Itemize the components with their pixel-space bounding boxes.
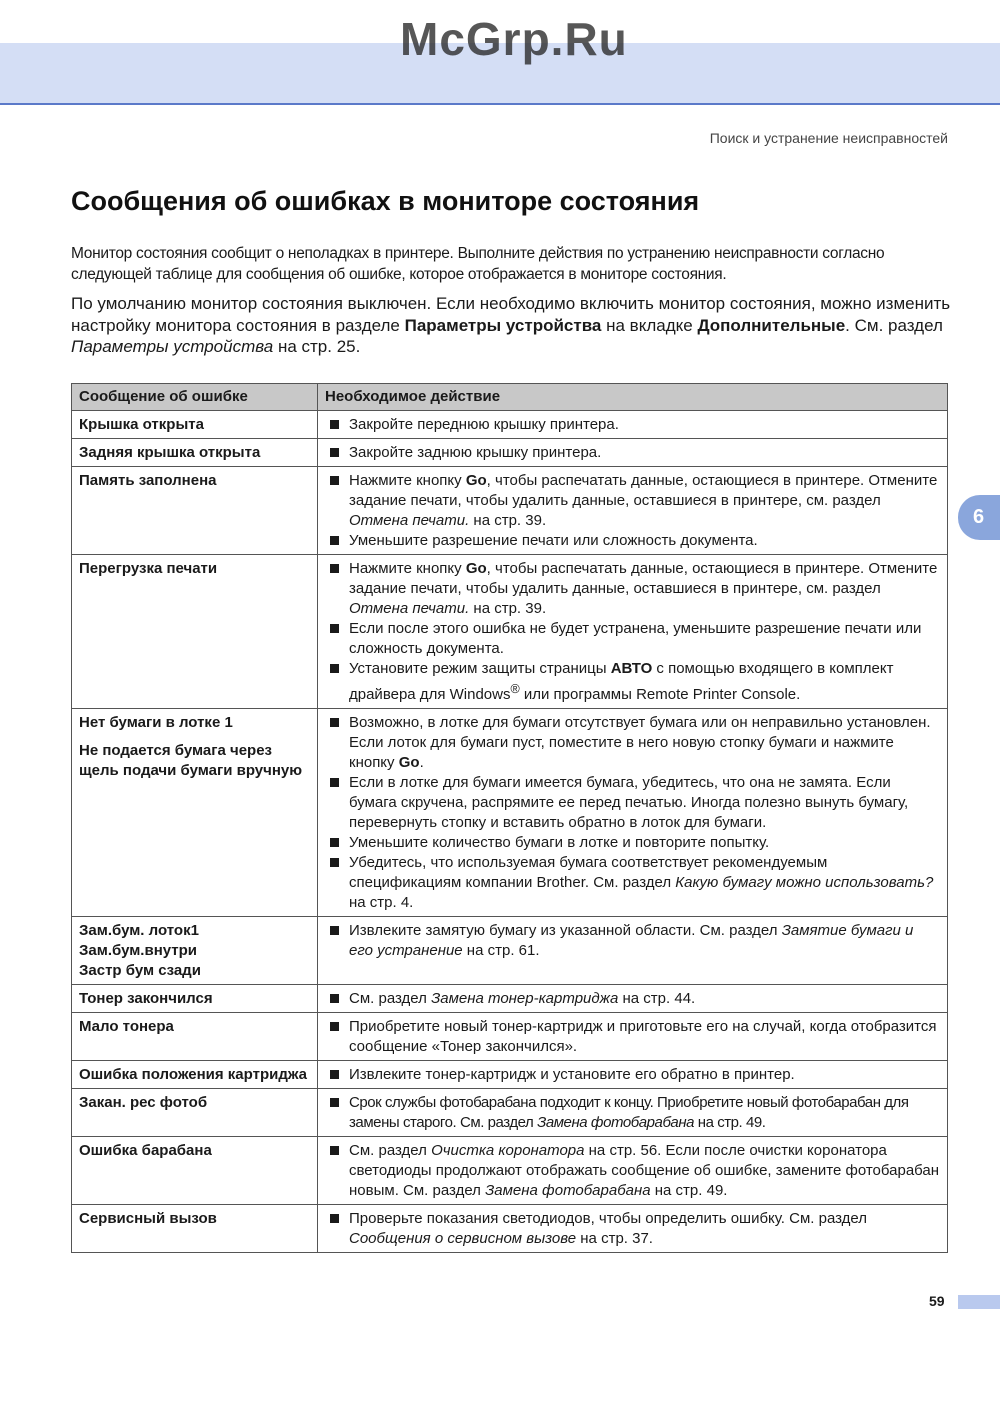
action-bullet: Извлеките замятую бумагу из указанной области. См. раздел Замятие бумаги и его устранение на стр. 61. xyxy=(325,921,940,961)
table-row xyxy=(72,439,948,467)
action-bullet: Извлеките тонер-картридж и установите его обратно в принтер. xyxy=(325,1065,940,1085)
table-row xyxy=(72,1061,948,1089)
running-head: Поиск и устранение неисправностей xyxy=(709,130,948,146)
page-number: 59 xyxy=(929,1293,945,1309)
clean-corona-link[interactable]: Очистка коронатора xyxy=(431,1142,585,1159)
action-bullet: См. раздел Замена тонер-картриджа на стр. 44. xyxy=(325,989,940,1009)
error-message: Ошибка барабана xyxy=(72,1137,318,1205)
error-message: Крышка открыта xyxy=(72,411,318,439)
action-bullet: Нажмите кнопку Go, чтобы распечатать данные, остающиеся в принтере. Отмените задание печати, чтобы удалить данные, оставшиеся в принтере, см. раздел Отмена печати. на стр. 39. xyxy=(325,471,940,531)
chapter-tab[interactable]: 6 xyxy=(958,495,1000,540)
action-bullet: Закройте переднюю крышку принтера. xyxy=(325,415,940,435)
table-row xyxy=(72,1013,948,1061)
table-row xyxy=(72,985,948,1013)
error-message: Ошибка положения картриджа xyxy=(72,1061,318,1089)
error-table xyxy=(71,383,948,1253)
table-row xyxy=(72,1137,948,1205)
action-bullet: Срок службы фотобарабана подходит к концу. Приобретите новый фотобарабан для замены старого. См. раздел Замена фотобарабана на стр. 49. xyxy=(325,1093,940,1133)
watermark: McGrp.Ru xyxy=(400,13,628,65)
error-message: Мало тонера xyxy=(72,1013,318,1061)
table-row xyxy=(72,1205,948,1253)
error-message: Сервисный вызов xyxy=(72,1205,318,1253)
action-bullet: Если в лотке для бумаги имеется бумага, убедитесь, что она не замята. Если бумага скручена, распрямите ее перед печатью. Иногда полезно вынуть бумагу, перевернуть стопку и вставить обратно в лоток для бумаги. xyxy=(325,773,940,833)
action-bullet: См. раздел Очистка коронатора на стр. 56. Если после очистки коронатора светодиоды продолжают отображать сообщение об ошибке, замените фотобарабан новым. См. раздел Замена фотобарабана на стр. 49. xyxy=(325,1141,940,1201)
intro-paragraph-1: Монитор состояния сообщит о неполадках в принтере. Выполните действия по устранению неисправности согласно следующей таблице для сообщения об ошибке, которое отображается в мониторе состояния. xyxy=(71,245,885,283)
table-header-row xyxy=(72,384,948,411)
service-call-link[interactable]: Сообщения о сервисном вызове xyxy=(349,1230,577,1247)
action-bullet: Проверьте показания светодиодов, чтобы определить ошибку. См. раздел Сообщения о сервисном вызове на стр. 37. xyxy=(325,1209,940,1249)
table-row xyxy=(72,917,948,985)
action-bullet: Нажмите кнопку Go, чтобы распечатать данные, остающиеся в принтере. Отмените задание печати, чтобы удалить данные, оставшиеся в принтере, см. раздел Отмена печати. на стр. 39. xyxy=(325,559,940,619)
required-action xyxy=(318,985,948,1013)
required-action xyxy=(318,439,948,467)
replace-drum-link[interactable]: Замена фотобарабана xyxy=(537,1114,695,1131)
paper-link[interactable]: Какую бумагу можно использовать? xyxy=(675,874,934,891)
table-row xyxy=(72,467,948,555)
table-row xyxy=(72,411,948,439)
error-message: Нет бумаги в лотке 1 Не подается бумага через щель подачи бумаги вручную xyxy=(72,709,318,917)
error-message: Зам.бум. лоток1 Зам.бум.внутри Застр бум сзади xyxy=(72,917,318,985)
action-bullet: Если после этого ошибка не будет устранена, уменьшите разрешение печати или сложность документа. xyxy=(325,619,940,659)
action-bullet: Приобретите новый тонер-картридж и приготовьте его на случай, когда отобразится сообщение «Тонер закончился». xyxy=(325,1017,940,1057)
cancel-print-link[interactable]: Отмена печати. xyxy=(349,600,470,617)
error-message: Память заполнена xyxy=(72,467,318,555)
required-action xyxy=(318,1089,948,1137)
action-bullet: Уменьшите количество бумаги в лотке и повторите попытку. xyxy=(325,833,940,853)
advanced-tab-ref: Дополнительные xyxy=(697,315,846,335)
paper-jam-link[interactable]: Замятие бумаги и его устранение xyxy=(349,922,914,959)
error-message: Перегрузка печати xyxy=(72,555,318,709)
settings-link[interactable]: Параметры устройства xyxy=(71,337,274,356)
action-bullet: Закройте заднюю крышку принтера. xyxy=(325,443,940,463)
action-bullet: Возможно, в лотке для бумаги отсутствует бумага или он неправильно установлен. Если лоток для бумаги пуст, поместите в него новую стопку бумаги и нажмите кнопку Go. xyxy=(325,713,940,773)
table-row xyxy=(72,1089,948,1137)
error-message: Тонер закончился xyxy=(72,985,318,1013)
required-action xyxy=(318,917,948,985)
header-required-action: Необходимое действие xyxy=(318,384,948,411)
cancel-print-link[interactable]: Отмена печати. xyxy=(349,512,470,529)
page-number-bar xyxy=(958,1295,1000,1309)
table-row xyxy=(72,555,948,709)
intro-paragraph-2: По умолчанию монитор состояния выключен. Если необходимо включить монитор состояния, можно изменить настройку монитора состояния в разделе Параметры устройства на вкладке Дополнительные. См. раздел Параметры устройства на стр. 25. xyxy=(71,294,951,356)
replace-drum-link[interactable]: Замена фотобарабана xyxy=(485,1182,651,1199)
action-bullet: Убедитесь, что используемая бумага соответствует рекомендуемым спецификациям компании Brother. См. раздел Какую бумагу можно использовать? на стр. 4. xyxy=(325,853,940,913)
required-action xyxy=(318,1137,948,1205)
required-action xyxy=(318,555,948,709)
error-message: Задняя крышка открыта xyxy=(72,439,318,467)
action-bullet: Установите режим защиты страницы АВТО с помощью входящего в комплект драйвера для Windows® или программы Remote Printer Console. xyxy=(325,659,940,705)
settings-section-ref: Параметры устройства xyxy=(404,315,602,335)
required-action xyxy=(318,467,948,555)
table-row xyxy=(72,709,948,917)
error-message: Закан. рес фотоб xyxy=(72,1089,318,1137)
page-title: Сообщения об ошибках в мониторе состояния xyxy=(71,186,700,216)
required-action xyxy=(318,1205,948,1253)
header-error-message: Сообщение об ошибке xyxy=(72,384,318,411)
replace-toner-link[interactable]: Замена тонер-картриджа xyxy=(431,990,619,1007)
required-action xyxy=(318,411,948,439)
required-action xyxy=(318,1061,948,1089)
required-action xyxy=(318,1013,948,1061)
action-bullet: Уменьшите разрешение печати или сложность документа. xyxy=(325,531,940,551)
required-action xyxy=(318,709,948,917)
